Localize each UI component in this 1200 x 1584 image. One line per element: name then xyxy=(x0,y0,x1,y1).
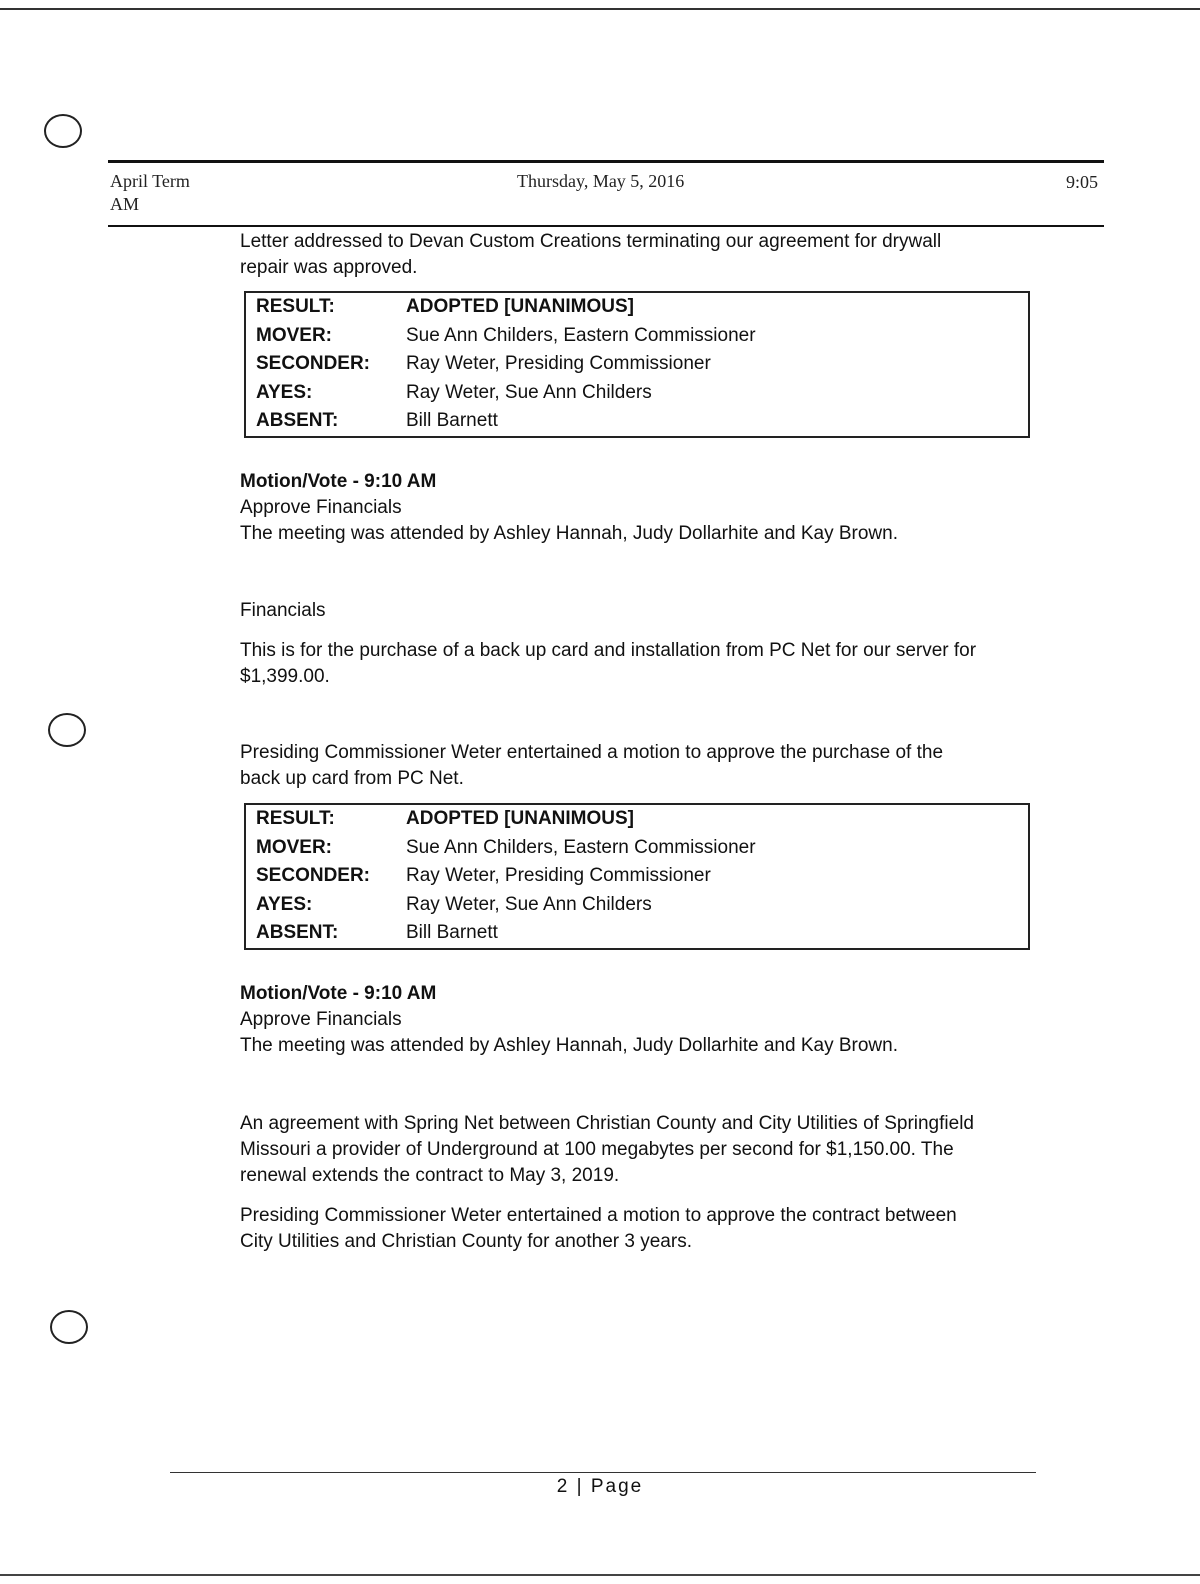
vote-table-2 xyxy=(244,803,1030,950)
motion-block-2 xyxy=(240,981,1040,1059)
agreement-line-1: An agreement with Spring Net between Christian County and City Utilities of Springfield xyxy=(240,1113,974,1134)
agreement-paragraph xyxy=(240,1111,1040,1189)
result-value: ADOPTED [UNANIMOUS] xyxy=(406,296,634,318)
header-time: 9:05 xyxy=(1066,172,1099,192)
header-rule-bottom xyxy=(108,225,1104,227)
mover-value: Sue Ann Childers, Eastern Commissioner xyxy=(406,324,756,346)
header-date: Thursday, May 5, 2016 xyxy=(517,171,685,191)
agreement-motion-paragraph xyxy=(240,1203,1040,1255)
table-row xyxy=(245,350,1029,379)
financials-paragraph xyxy=(240,638,1040,690)
seconder-value: Ray Weter, Presiding Commissioner xyxy=(406,353,711,375)
agreement-line-3: renewal extends the contract to May 3, 2019. xyxy=(240,1165,620,1186)
financials-motion-line-2: back up card from PC Net. xyxy=(240,768,464,789)
absent-value: Bill Barnett xyxy=(406,410,498,432)
header-ampm: AM xyxy=(110,194,140,214)
seconder-label: SECONDER: xyxy=(256,353,371,375)
ayes-label: AYES: xyxy=(256,381,313,403)
mover-label: MOVER: xyxy=(256,836,332,858)
letter-line-2: repair was approved. xyxy=(240,257,418,278)
financials-title: Financials xyxy=(240,600,326,621)
motion-block-1 xyxy=(240,469,1040,547)
motion-attendance: The meeting was attended by Ashley Hannah, Judy Dollarhite and Kay Brown. xyxy=(240,523,898,544)
table-row xyxy=(245,862,1029,891)
result-label: RESULT: xyxy=(256,808,335,830)
financials-line-1: This is for the purchase of a back up card and installation from PC Net for our server for xyxy=(240,640,977,661)
header-term: April Term xyxy=(110,171,190,191)
financials-motion-paragraph xyxy=(240,740,1040,792)
financials-line-2: $1,399.00. xyxy=(240,666,330,687)
financials-motion-line-1: Presiding Commissioner Weter entertained a motion to approve the purchase of the xyxy=(240,742,944,763)
table-row xyxy=(245,804,1029,834)
letter-line-1: Letter addressed to Devan Custom Creations terminating our agreement for drywall xyxy=(240,231,942,252)
seconder-value: Ray Weter, Presiding Commissioner xyxy=(406,865,711,887)
agreement-motion-line-1: Presiding Commissioner Weter entertained a motion to approve the contract between xyxy=(240,1205,957,1226)
punch-hole-middle xyxy=(48,713,86,747)
absent-label: ABSENT: xyxy=(256,410,339,432)
table-row xyxy=(245,834,1029,863)
absent-label: ABSENT: xyxy=(256,922,339,944)
seconder-label: SECONDER: xyxy=(256,865,371,887)
result-value: ADOPTED [UNANIMOUS] xyxy=(406,808,634,830)
result-label: RESULT: xyxy=(256,296,335,318)
agreement-line-2: Missouri a provider of Underground at 100 megabytes per second for $1,150.00. The xyxy=(240,1139,954,1160)
table-row xyxy=(245,919,1029,949)
vote-table-1 xyxy=(244,291,1030,438)
punch-hole-top xyxy=(44,114,82,148)
footer-rule xyxy=(170,1472,1036,1473)
motion-subtitle: Approve Financials xyxy=(240,497,402,518)
scan-edge-top xyxy=(0,8,1200,10)
scan-edge-bottom xyxy=(0,1574,1200,1576)
mover-label: MOVER: xyxy=(256,324,332,346)
mover-value: Sue Ann Childers, Eastern Commissioner xyxy=(406,836,756,858)
agreement-motion-line-2: City Utilities and Christian County for another 3 years. xyxy=(240,1231,692,1252)
table-row xyxy=(245,891,1029,920)
punch-hole-bottom xyxy=(50,1310,88,1344)
ayes-label: AYES: xyxy=(256,893,313,915)
table-row xyxy=(245,292,1029,322)
motion-heading: Motion/Vote - 9:10 AM xyxy=(240,471,437,492)
ayes-value: Ray Weter, Sue Ann Childers xyxy=(406,381,652,403)
table-row xyxy=(245,322,1029,351)
header-rule-top xyxy=(108,160,1104,163)
table-row xyxy=(245,407,1029,437)
letter-paragraph xyxy=(240,229,1040,281)
absent-value: Bill Barnett xyxy=(406,922,498,944)
motion-attendance: The meeting was attended by Ashley Hannah, Judy Dollarhite and Kay Brown. xyxy=(240,1035,898,1056)
motion-subtitle: Approve Financials xyxy=(240,1009,402,1030)
motion-heading: Motion/Vote - 9:10 AM xyxy=(240,983,437,1004)
page-number: 2 | Page xyxy=(556,1476,644,1497)
ayes-value: Ray Weter, Sue Ann Childers xyxy=(406,893,652,915)
table-row xyxy=(245,379,1029,408)
